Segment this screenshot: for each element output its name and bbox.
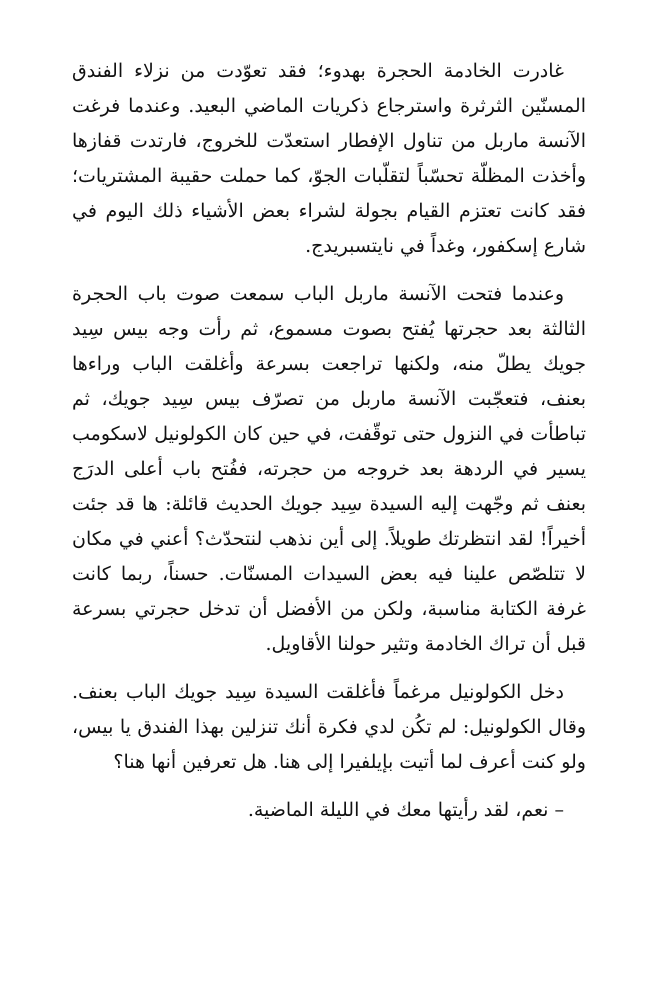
paragraph-dialogue-reply: – نعم، لقد رأيتها معك في الليلة الماضية. bbox=[247, 799, 564, 821]
book-page bbox=[72, 54, 586, 841]
paragraph-colonel-enters: دخل الكولونيل مرغماً فأغلقت السيدة سِيد جويك الباب بعنف. وقال الكولونيل: لم تكُن لدي فكرة أنك تنزلين بهذا الفندق يا بيس، ولو كنت أعرف لما أتيت بإيلفيرا إلى هنا. هل تعرفين أنها هنا؟ bbox=[72, 681, 586, 773]
paragraph-door-opens: وعندما فتحت الآنسة ماربل الباب سمعت صوت باب الحجرة الثالثة بعد حجرتها يُفتح بصوت مسموع، ثم رأت وجه بيس سِيد جويك يطلّ منه، ولكنها تراجعت بسرعة وأغلقت الباب وراءها بعنف، فتعجّبت الآنسة ماربل من تصرّف بيس سِيد جويك، ثم تباطأت في النزول حتى توقّفت، في حين كان الكولونيل لاسكومب يسير في الردهة بعد خروجه من حجرته، ففُتح باب أعلى الدرَج بعنف ثم وجّهت إليه السيدة سِيد جويك الحديث قائلة: ها قد جئت أخيراً! لقد انتظرتك طويلاً. إلى أين نذهب لنتحدّث؟ أعني في مكان لا تتلصّص علينا فيه بعض السيدات المسنّات. حسناً، ربما كانت غرفة الكتابة مناسبة، ولكن من الأفضل أن تدخل حجرتي بسرعة قبل أن تراك الخادمة وتثير حولنا الأقاويل. bbox=[72, 283, 586, 655]
paragraph-maid-leaves: غادرت الخادمة الحجرة بهدوء؛ فقد تعوّدت من نزلاء الفندق المسنّين الثرثرة واسترجاع ذكريات الماضي البعيد. وعندما فرغت الآنسة ماربل من تناول الإفطار استعدّت للخروج، فارتدت قفازها وأخذت المظلّة تحسّباً لتقلّبات الجوّ، كما حملت حقيبة المشتريات؛ فقد كانت تعتزم القيام بجولة لشراء بعض الأشياء ذلك اليوم في شارع إسكفور، وغداً في نايتسبريدج. bbox=[72, 60, 586, 257]
